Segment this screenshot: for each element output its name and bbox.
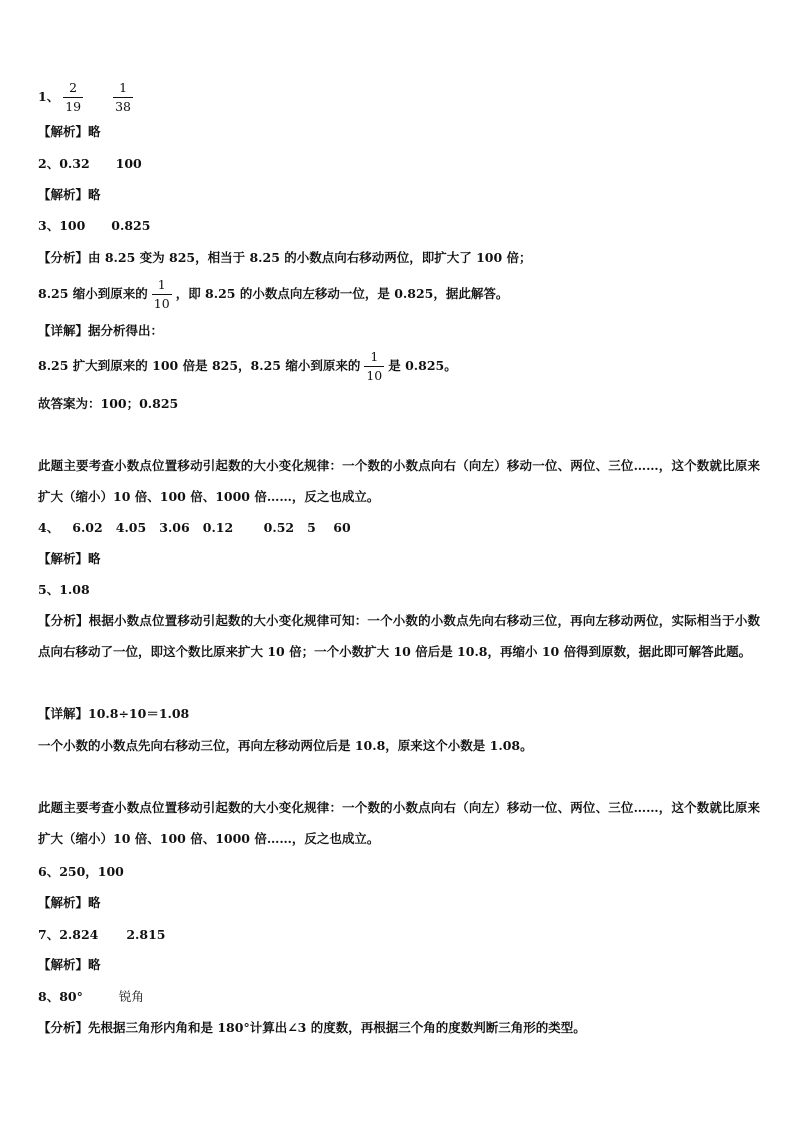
q5-summary: 此题主要考查小数点位置移动引起数的大小变化规律：一个数的小数点向右（向左）移动一位、两位、三位……，这个数就比原来扩大（缩小）10 倍、100 倍、1000 倍……，反之也成立。	[38, 800, 760, 846]
q3-detail-fraction: $\frac{1}{10}$	[366, 349, 383, 383]
q3-summary: 此题主要考查小数点位置移动引起数的大小变化规律：一个数的小数点向右（向左）移动一位、两位、三位……，这个数就比原来扩大（缩小）10 倍、100 倍、1000 倍……，反之也成立。	[38, 458, 760, 504]
q3-detail-label: 【详解】据分析得出：	[38, 323, 164, 338]
q6-answer: 6、250，100	[38, 864, 124, 879]
q5-detail: 【详解】10.8÷10＝1.08	[38, 706, 190, 721]
q3-detail: 8.25 扩大到原来的 100 倍是 825，8.25 缩小到原来的 $\frac{1}{10}$ 是 0.825。	[38, 349, 457, 383]
q8-answer: 8、80° 锐角	[38, 989, 144, 1004]
q5-analysis: 【分析】根据小数点位置移动引起数的大小变化规律可知：一个小数的小数点先向右移动三位，再向左移动两位，实际相当于小数点向右移动了一位，即这个数比原来扩大 10 倍；一个小数扩大 10 倍后是 10.8，再缩小 10 倍得到原数，据此即可解答此题。	[38, 613, 760, 659]
q1-answer	[38, 80, 137, 115]
q1-number: 1、	[38, 89, 60, 104]
q3-fraction: $\frac{1}{10}$	[153, 277, 170, 311]
q2-answer: 2、0.32 100	[38, 156, 142, 171]
q3-analysis-line2: 8.25 缩小到原来的 $\frac{1}{10}$ ，即 8.25 的小数点向左移动一位，是 0.825，据此解答。	[38, 277, 509, 311]
q4-analysis: 【解析】略	[38, 551, 101, 566]
q3-final: 故答案为：100；0.825	[38, 396, 179, 411]
q5-detail2: 一个小数的小数点先向右移动三位，再向左移动两位后是 10.8，原来这个小数是 1.08。	[38, 738, 533, 753]
q3-answer: 3、100 0.825	[38, 218, 151, 233]
q1-fraction-1: $\frac{2}{19}$	[65, 80, 82, 114]
q4-answer: 4、 6.02 4.05 3.06 0.12 0.52 5 60	[38, 520, 351, 535]
q1-fraction-2: $\frac{1}{38}$	[115, 80, 132, 114]
q7-answer: 7、2.824 2.815	[38, 927, 166, 942]
q3-analysis-line1: 【分析】由 8.25 变为 825，相当于 8.25 的小数点向右移动两位，即扩大了 100 倍；	[38, 250, 532, 265]
q8-analysis: 【分析】先根据三角形内角和是 180°计算出∠3 的度数，再根据三个角的度数判断三角形的类型。	[38, 1020, 586, 1035]
q7-analysis: 【解析】略	[38, 957, 101, 972]
q5-answer: 5、1.08	[38, 582, 90, 597]
q6-analysis: 【解析】略	[38, 895, 101, 910]
q2-analysis: 【解析】略	[38, 187, 101, 202]
q1-analysis: 【解析】略	[38, 124, 101, 139]
